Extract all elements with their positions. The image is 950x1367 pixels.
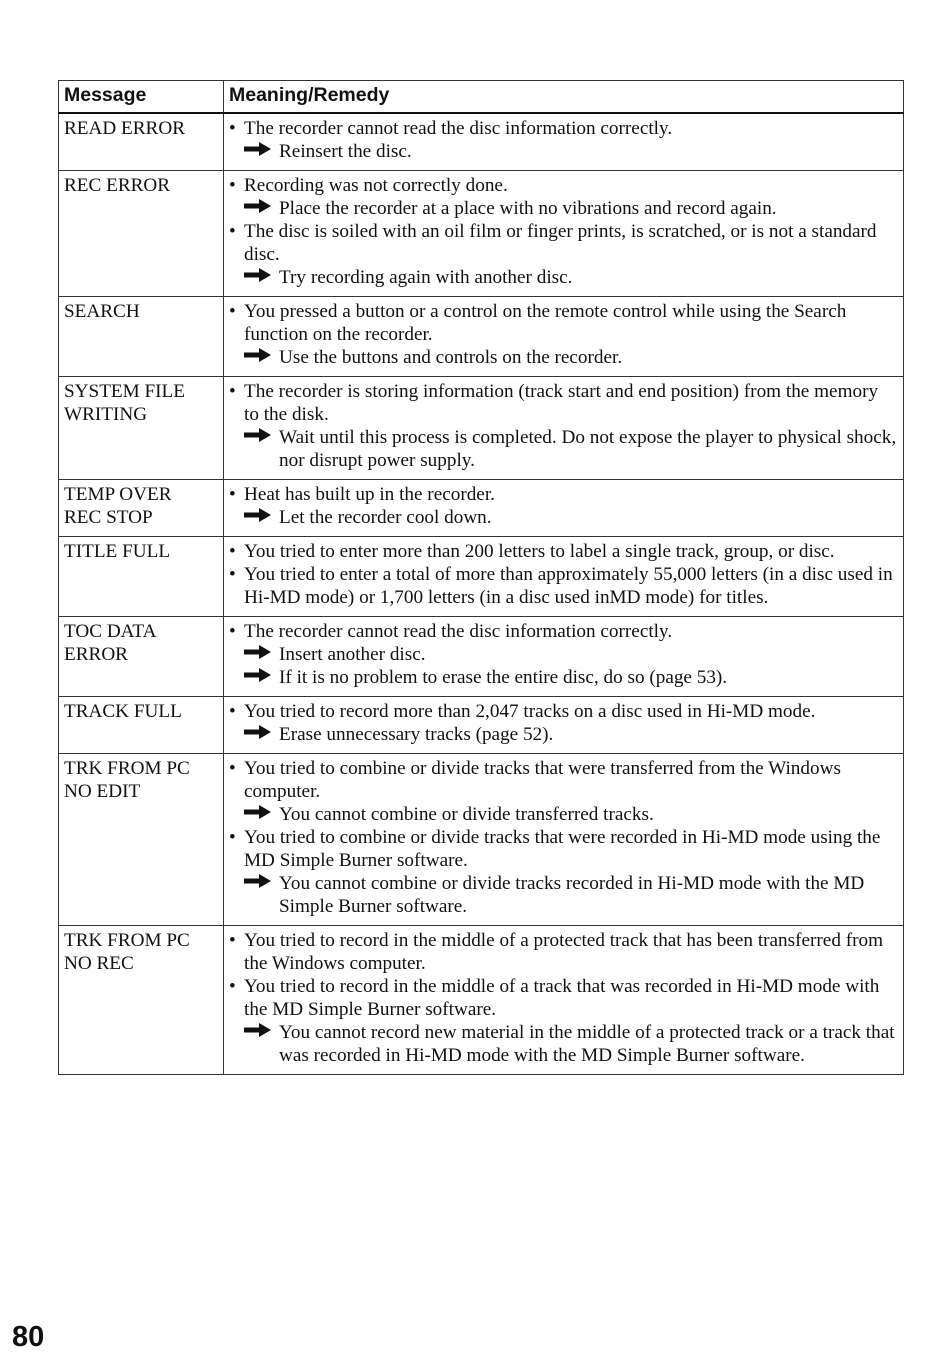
meaning-remedy-cell [224, 926, 904, 1075]
remedy-text: Wait until this process is completed. Do not expose the player to physical shock, nor disrupt power supply. [279, 427, 897, 471]
remedy-text: Insert another disc. [279, 644, 426, 665]
message-cell: SEARCH [59, 297, 224, 377]
meaning-remedy-cell [224, 171, 904, 297]
message-cell: REC ERROR [59, 171, 224, 297]
arrow-right-icon [244, 803, 272, 826]
table-row [59, 113, 904, 171]
table-row [59, 537, 904, 617]
remedy-item [229, 346, 897, 369]
arrow-right-icon [244, 506, 272, 529]
remedy-text: Place the recorder at a place with no vibrations and record again. [279, 198, 777, 219]
page-number: 80 [12, 1321, 45, 1353]
message-cell: TEMP OVER REC STOP [59, 480, 224, 537]
remedy-item [229, 803, 897, 826]
meaning-remedy-cell [224, 537, 904, 617]
table-row [59, 297, 904, 377]
bullet-item: • You tried to enter a total of more than approximately 55,000 letters (in a disc used in Hi-MD mode) or 1,700 letters (in a disc used inMD mode) for titles. [229, 563, 897, 609]
meaning-remedy-cell [224, 113, 904, 171]
table-row [59, 697, 904, 754]
meaning-remedy-cell [224, 697, 904, 754]
remedy-text: Reinsert the disc. [279, 141, 412, 162]
remedy-item [229, 643, 897, 666]
message-cell: TRACK FULL [59, 697, 224, 754]
message-cell: SYSTEM FILE WRITING [59, 377, 224, 480]
meaning-remedy-cell [224, 480, 904, 537]
bullet-item: • You tried to record in the middle of a track that was recorded in Hi-MD mode with the MD Simple Burner software. [229, 975, 897, 1021]
message-cell: TRK FROM PC NO REC [59, 926, 224, 1075]
meaning-remedy-cell [224, 297, 904, 377]
message-cell: TOC DATA ERROR [59, 617, 224, 697]
bullet-item: • Heat has built up in the recorder. [229, 483, 897, 506]
bullet-item: • You pressed a button or a control on the remote control while using the Search function on the recorder. [229, 300, 897, 346]
bullet-item: • You tried to record in the middle of a protected track that has been transferred from the Windows computer. [229, 929, 897, 975]
bullet-item: • The disc is soiled with an oil film or finger prints, is scratched, or is not a standard disc. [229, 220, 897, 266]
arrow-right-icon [244, 266, 272, 289]
arrow-right-icon [244, 346, 272, 369]
remedy-item [229, 723, 897, 746]
meaning-remedy-cell [224, 377, 904, 480]
table-row [59, 754, 904, 926]
remedy-text: Use the buttons and controls on the recorder. [279, 347, 623, 368]
arrow-right-icon [244, 426, 272, 449]
table-row [59, 171, 904, 297]
table-row [59, 926, 904, 1075]
message-cell: TITLE FULL [59, 537, 224, 617]
message-table [58, 80, 904, 1075]
table-row [59, 377, 904, 480]
arrow-right-icon [244, 1021, 272, 1044]
meaning-remedy-cell [224, 617, 904, 697]
remedy-item [229, 506, 897, 529]
table-header-row [59, 81, 904, 114]
meaning-remedy-cell [224, 754, 904, 926]
arrow-right-icon [244, 197, 272, 220]
remedy-text: You cannot combine or divide tracks recorded in Hi-MD mode with the MD Simple Burner software. [279, 873, 865, 917]
remedy-text: Erase unnecessary tracks (page 52). [279, 724, 554, 745]
bullet-item: • You tried to combine or divide tracks that were transferred from the Windows computer. [229, 757, 897, 803]
remedy-text: Try recording again with another disc. [279, 267, 573, 288]
bullet-item: • The recorder is storing information (track start and end position) from the memory to the disk. [229, 380, 897, 426]
remedy-text: You cannot combine or divide transferred tracks. [279, 804, 654, 825]
bullet-item: • You tried to combine or divide tracks that were recorded in Hi-MD mode using the MD Simple Burner software. [229, 826, 897, 872]
arrow-right-icon [244, 643, 272, 666]
remedy-item [229, 140, 897, 163]
bullet-item: • You tried to enter more than 200 letters to label a single track, group, or disc. [229, 540, 897, 563]
arrow-right-icon [244, 666, 272, 689]
arrow-right-icon [244, 140, 272, 163]
remedy-item [229, 666, 897, 689]
column-header-meaning-remedy: Meaning/Remedy [224, 81, 904, 114]
bullet-item: • The recorder cannot read the disc information correctly. [229, 117, 897, 140]
remedy-item [229, 426, 897, 472]
message-cell: READ ERROR [59, 113, 224, 171]
bullet-item: • Recording was not correctly done. [229, 174, 897, 197]
remedy-text: Let the recorder cool down. [279, 507, 492, 528]
remedy-item [229, 197, 897, 220]
bullet-item: • The recorder cannot read the disc information correctly. [229, 620, 897, 643]
bullet-item: • You tried to record more than 2,047 tracks on a disc used in Hi-MD mode. [229, 700, 897, 723]
remedy-text: You cannot record new material in the middle of a protected track or a track that was recorded in Hi-MD mode with the MD Simple Burner software. [279, 1022, 895, 1066]
message-cell: TRK FROM PC NO EDIT [59, 754, 224, 926]
column-header-message: Message [59, 81, 224, 114]
remedy-item [229, 872, 897, 918]
arrow-right-icon [244, 723, 272, 746]
remedy-text: If it is no problem to erase the entire disc, do so (page 53). [279, 667, 728, 688]
table-row [59, 480, 904, 537]
arrow-right-icon [244, 872, 272, 895]
remedy-item [229, 1021, 897, 1067]
table-row [59, 617, 904, 697]
remedy-item [229, 266, 897, 289]
